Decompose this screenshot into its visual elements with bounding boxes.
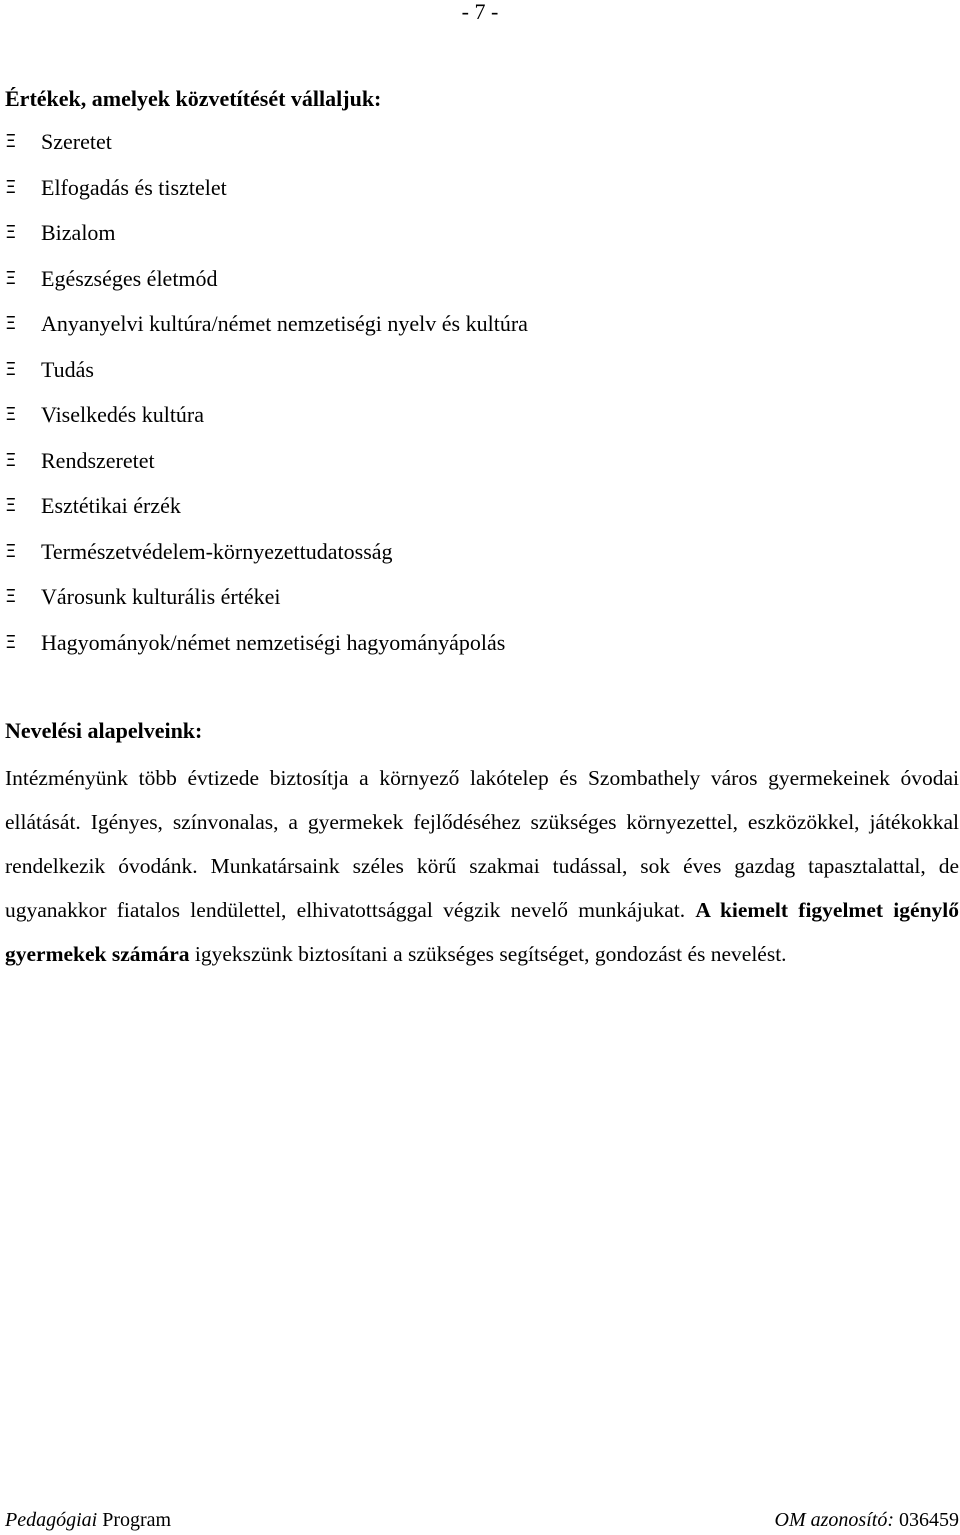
list-item-label: Viselkedés kultúra xyxy=(41,402,205,427)
list-item-label: Természetvédelem-környezettudatosság xyxy=(41,538,393,564)
list-item xyxy=(5,447,528,493)
list-item-label: Elfogadás és tisztelet xyxy=(41,174,227,200)
footer-om-id xyxy=(775,1508,959,1532)
footer-program-label xyxy=(5,1508,171,1532)
footer-om-number: 036459 xyxy=(894,1509,959,1531)
xi-bullet-icon: Ξ xyxy=(5,131,17,152)
list-item xyxy=(5,310,528,356)
footer-om-label: OM azonosító: xyxy=(774,1509,894,1531)
xi-bullet-icon: Ξ xyxy=(5,267,17,289)
list-item-label: Bizalom xyxy=(41,220,116,245)
xi-bullet-icon: Ξ xyxy=(5,358,17,380)
list-item xyxy=(5,128,528,174)
list-item-label: Városunk kulturális értékei xyxy=(41,584,281,609)
list-item xyxy=(5,174,528,220)
list-item-label: Esztétikai érzék xyxy=(41,493,181,518)
xi-bullet-icon: Ξ xyxy=(5,449,17,471)
paragraph-text: Intézményünk több évtizede biztosítja a környező lakótelep és Szombathely város gyermekeinek óvodai ellátását. Igényes, színvonalas, a gyermekek fejlődéséhez szükséges környezettel, eszközökkel, játékokkal rendelkezik óvodánk. Munkatársaink széles körű szakmai tudással, sok éves gazdag tapasztalattal, de ugyanakkor fiatalos lendülettel, elhivatottsággal végzik nevelő munkájukat. xyxy=(5,766,959,922)
principles-heading: Nevelési alapelveink: xyxy=(5,718,203,743)
list-item xyxy=(5,629,528,675)
list-item-label: Anyanyelvi kultúra/német nemzetiségi nyelv és kultúra xyxy=(41,311,528,336)
xi-bullet-icon: Ξ xyxy=(5,176,17,198)
list-item xyxy=(5,219,528,265)
xi-bullet-icon: Ξ xyxy=(5,495,17,516)
list-item xyxy=(5,356,528,402)
xi-bullet-icon: Ξ xyxy=(5,586,17,607)
list-item-label: Szeretet xyxy=(41,129,112,154)
paragraph-bold-text: A kiemelt figyelmet igénylő gyermekek számára xyxy=(5,898,959,966)
list-item xyxy=(5,265,528,311)
list-item-label: Hagyományok/német nemzetiségi hagyományápolás xyxy=(41,629,506,655)
xi-bullet-icon: Ξ xyxy=(5,631,17,653)
footer-program-rest: Program xyxy=(97,1509,172,1531)
values-heading: Értékek, amelyek közvetítését vállaljuk: xyxy=(5,86,382,111)
values-list xyxy=(5,128,528,674)
xi-bullet-icon: Ξ xyxy=(5,540,17,562)
list-item xyxy=(5,492,528,538)
list-item xyxy=(5,401,528,447)
paragraph-text-end: igyekszünk biztosítani a szükséges segítséget, gondozást és nevelést. xyxy=(189,942,787,966)
list-item-label: Rendszeretet xyxy=(41,447,155,473)
list-item xyxy=(5,538,528,584)
footer-program-italic: Pedagógiai xyxy=(5,1509,98,1531)
xi-bullet-icon: Ξ xyxy=(5,222,17,243)
list-item-label: Tudás xyxy=(41,356,94,382)
principles-paragraph xyxy=(5,756,959,976)
page-footer xyxy=(5,1508,959,1532)
xi-bullet-icon: Ξ xyxy=(5,404,17,425)
list-item xyxy=(5,583,528,629)
list-item-label: Egészséges életmód xyxy=(41,265,218,291)
page-number: - 7 - xyxy=(461,0,499,24)
xi-bullet-icon: Ξ xyxy=(5,313,17,334)
